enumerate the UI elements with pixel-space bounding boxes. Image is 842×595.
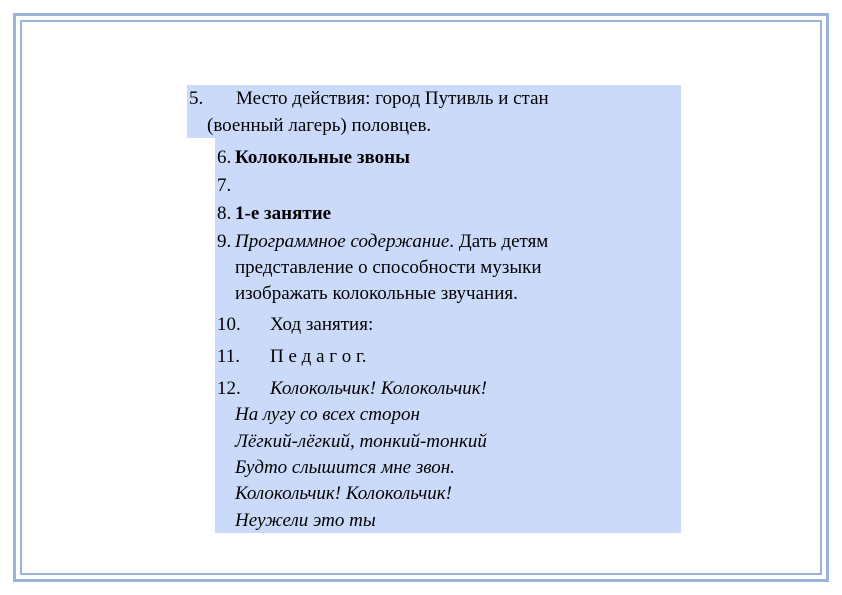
item9-line1 [235, 229, 548, 255]
list-number-8: 8. [217, 203, 232, 224]
poem-line-2: На лугу со всех сторон [235, 404, 420, 425]
heading-lesson: 1-е занятие [235, 203, 332, 224]
list-number-11: 11. [217, 346, 241, 367]
poem-line-5: Колокольчик! Колокольчик! [235, 483, 452, 504]
poem-line-4: Будто слышится мне звон. [235, 457, 455, 478]
list-number-6: 6. [217, 147, 232, 168]
lesson-progress: Ход занятия: [270, 314, 374, 335]
list-number-5: 5. [189, 88, 204, 109]
list-number-7: 7. [217, 175, 232, 196]
item9-line1-rest: . Дать детям [449, 231, 549, 252]
heading-bells: Колокольные звоны [235, 147, 410, 168]
list-number-9: 9. [217, 231, 232, 252]
program-content-label: Программное содержание [235, 231, 450, 252]
list-number-10: 10. [217, 314, 241, 335]
item5-line2: (военный лагерь) половцев. [207, 115, 432, 136]
item9-line3: изображать колокольные звучания. [235, 283, 518, 304]
teacher-label: П е д а г о г. [270, 346, 367, 367]
list-number-12: 12. [217, 378, 241, 399]
item5-line1: Место действия: город Путивль и стан [236, 88, 549, 109]
poem-line-3: Лёгкий-лёгкий, тонкий-тонкий [235, 431, 487, 452]
poem-line-6: Неужели это ты [235, 510, 376, 531]
poem-line-1: Колокольчик! Колокольчик! [270, 378, 487, 399]
item9-line2: представление о способности музыки [235, 257, 542, 278]
